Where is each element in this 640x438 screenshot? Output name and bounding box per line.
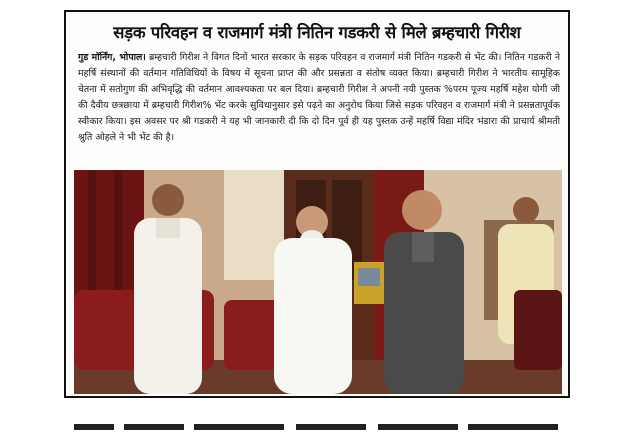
article-dateline: गुड मॉर्निंग, भोपाल। [78, 52, 146, 63]
article-photo [74, 170, 562, 394]
next-article-headline-cut [64, 408, 570, 438]
article-text: ब्रम्हचारी गिरीश ने विगत दिनों भारत सरकार के सड़क परिवहन व राजमार्ग मंत्री नितिन गडकरी से भेंट की। नितिन गडकरी ने महर्षि संस्थानों की वर्तमान गतिविधियों के विषय में सूचना प्राप्त की और प्रसन्नता व संतोष व्यक्त किया। ब्रम्हचारी गिरीश ने भारतीय सामूहिक चेतना में सतोगुण की अभिवृद्धि की वर्तमान आवश्यकता पर बल दिया। ब्रम्हचारी गिरीश ने अपनी नयी पुस्तक %परम पूज्य महर्षि महेश योगी जी की दैवीय छत्रछाया में ब्रम्हचारी गिरीश% भेंट करके सुविधानुसार इसे पढ़ने का अनुरोध किया जिसे सड़क परिवहन व राजमार्ग मंत्री ने प्रसन्नतापूर्वक स्वीकार किया। इस अवसर पर श्री गडकरी ने यह भी जानकारी दी कि दो दिन पूर्व ही यह पुस्तक उन्हें महर्षि विद्या मंदिर भंडारा की प्राचार्य श्रीमती श्रुति ओहले ने भी भेंट की है। [78, 52, 560, 143]
newspaper-clipping [64, 10, 570, 398]
article-body [78, 50, 560, 146]
meeting-photo [74, 170, 562, 394]
article-headline: सड़क परिवहन व राजमार्ग मंत्री नितिन गडकरी से मिले ब्रम्हचारी गिरीश [113, 23, 521, 42]
cut-off-text [64, 408, 570, 438]
